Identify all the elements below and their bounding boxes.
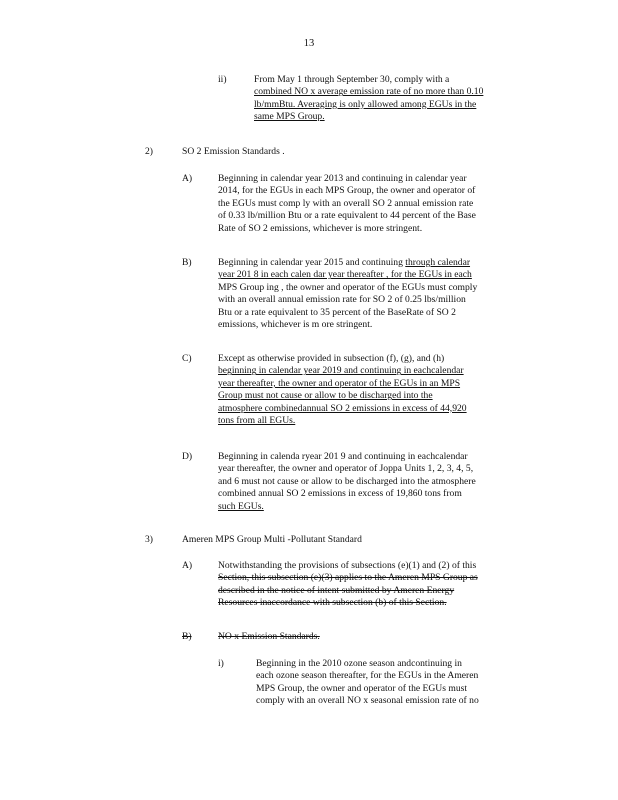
item-label-3a: A) bbox=[182, 560, 193, 571]
text-line: Section, this subsection (e)(3) applies to the Ameren MPS Group as bbox=[218, 572, 478, 584]
text-line: and 6 must not cause or allow to be discharged into the atmosphere bbox=[218, 475, 476, 487]
item-label-2a: A) bbox=[182, 173, 193, 184]
text-line: Beginning in calendar year 2013 and continuing in calendar year bbox=[218, 173, 467, 184]
text-line: Beginning in the 2010 ozone season andcontinuing in bbox=[256, 658, 462, 669]
text-line: lb/mmBtu. Averaging is only allowed among EGUs in the bbox=[254, 98, 477, 110]
paragraph-2b bbox=[218, 257, 542, 331]
text-line: From May 1 through September 30, comply with a bbox=[254, 74, 450, 85]
text-line: described in the notice of intent submitted by Ameren Energy bbox=[218, 584, 455, 596]
text-line: Resources inaccordance with subsection (b) of this Section. bbox=[218, 597, 447, 609]
paragraph-ii bbox=[254, 74, 538, 124]
text-line: tons from all EGUs. bbox=[218, 415, 296, 427]
text-line: Notwithstanding the provisions of subsections (e)(1) and (2) of this bbox=[218, 560, 477, 571]
paragraph-3a bbox=[218, 560, 542, 610]
paragraph-2c bbox=[218, 353, 542, 427]
section-heading-so2: SO 2 Emission Standards . bbox=[182, 146, 285, 157]
text-line: MPS Group, the owner and operator of the EGUs must bbox=[256, 682, 468, 694]
text-line: same MPS Group. bbox=[254, 111, 325, 123]
text-line: Except as otherwise provided in subsection (f), (g), and (h) bbox=[218, 353, 445, 364]
text-line: the EGUs must comp ly with an overall SO 2 annual emission rate bbox=[218, 197, 474, 209]
text-line: with an overall annual emission rate for SO 2 of 0.25 lbs/million bbox=[218, 294, 466, 306]
item-label-2c: C) bbox=[182, 353, 192, 364]
text-line: atmosphere combinedannual SO 2 emissions in excess of 44,920 bbox=[218, 402, 467, 414]
text-line: each ozone season thereafter, for the EGUs in the Ameren bbox=[256, 670, 479, 682]
paragraph-2d bbox=[218, 451, 542, 513]
item-label-2d: D) bbox=[182, 451, 193, 462]
section-number-2: 2) bbox=[145, 146, 153, 157]
text-line: comply with an overall NO x seasonal emission rate of no bbox=[256, 695, 479, 707]
text-line: combined annual SO 2 emissions in excess of 19,860 tons from bbox=[218, 488, 462, 500]
text-line: year thereafter, the owner and operator of Joppa Units 1, 2, 3, 4, 5, bbox=[218, 463, 474, 475]
text-line: Rate of SO 2 emissions, whichever is more stringent. bbox=[218, 222, 423, 234]
text-line: combined NO x average emission rate of no more than 0.10 bbox=[254, 86, 484, 98]
text-line: emissions, whichever is m ore stringent. bbox=[218, 319, 373, 331]
text-line: MPS Group ing , the owner and operator of the EGUs must comply bbox=[218, 281, 478, 293]
inserted-text: year 201 8 bbox=[218, 269, 259, 281]
section-heading-ameren: Ameren MPS Group Multi -Pollutant Standard bbox=[182, 534, 362, 545]
paragraph-2a bbox=[218, 173, 542, 235]
subheading-nox: NO x Emission Standards. bbox=[218, 631, 320, 642]
item-label-i: i) bbox=[218, 658, 224, 669]
text-line: beginning in calendar year 2019 and continuing in eachcalendar bbox=[218, 365, 464, 377]
text-line: such EGUs. bbox=[218, 500, 264, 512]
item-label-2b: B) bbox=[182, 257, 192, 268]
text-line: Group must not cause or allow to be discharged into the bbox=[218, 390, 433, 402]
paragraph-i bbox=[256, 658, 528, 708]
text-line: of 0.33 lb/million Btu or a rate equivalent to 44 percent of the Base bbox=[218, 210, 476, 222]
page-number: 13 bbox=[303, 38, 315, 49]
section-number-3: 3) bbox=[145, 534, 153, 545]
text-line: 2014, for the EGUs in each MPS Group, the owner and operator of bbox=[218, 185, 476, 197]
text-line: year thereafter, the owner and operator of the EGUs in an MPS bbox=[218, 377, 461, 389]
text-line: Btu or a rate equivalent to 35 percent of the BaseRate of SO 2 bbox=[218, 306, 456, 318]
inserted-text: through calendar bbox=[405, 257, 471, 268]
text-line: year 201 8 in each calen dar year thereafter , for the EGUs in each bbox=[218, 269, 472, 281]
text-line: Beginning in calenda ryear 201 9 and continuing in eachcalendar bbox=[218, 451, 468, 462]
text-line: Beginning in calendar year 2015 and continuing through calendar bbox=[218, 257, 471, 268]
item-label-ii: ii) bbox=[218, 74, 227, 85]
item-label-3b: B) bbox=[182, 631, 192, 642]
